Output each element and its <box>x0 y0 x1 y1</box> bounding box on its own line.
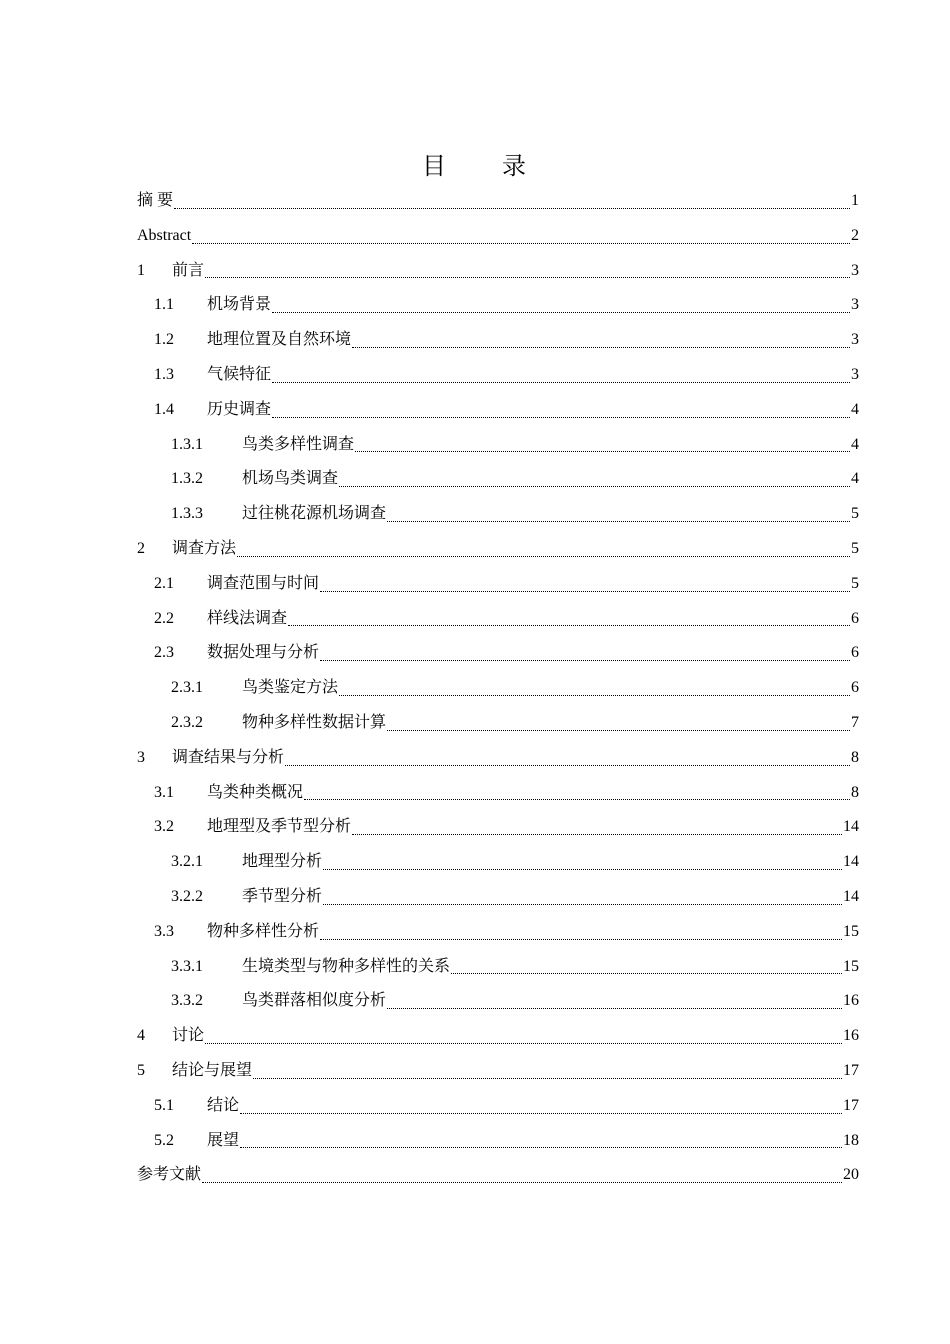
toc-entry-label: 结论 <box>207 1096 240 1114</box>
toc-dot-leader <box>253 1078 842 1079</box>
toc-entry-page-number: 5 <box>851 574 859 592</box>
toc-dot-leader <box>320 939 842 940</box>
toc-entry-page-number: 4 <box>851 470 859 488</box>
toc-entry-number: 3 <box>137 748 145 766</box>
toc-dot-leader <box>240 1113 842 1114</box>
toc-entry-number: 1.2 <box>154 331 174 349</box>
toc-entry-page-number: 3 <box>851 296 859 314</box>
toc-entry[interactable] <box>137 950 859 985</box>
title-char-left: 目 <box>422 154 448 180</box>
toc-dot-leader <box>320 660 850 661</box>
toc-entry-page-number: 14 <box>843 818 859 836</box>
toc-dot-leader <box>323 904 842 905</box>
toc-entry-label: 鸟类多样性调查 <box>242 435 355 453</box>
toc-entry-label: 鸟类鉴定方法 <box>242 679 339 697</box>
toc-dot-leader <box>205 1043 842 1044</box>
toc-entry-number: 1.4 <box>154 400 174 418</box>
toc-dot-leader <box>387 521 850 522</box>
toc-entry-label: 鸟类群落相似度分析 <box>242 992 387 1010</box>
page-title <box>0 146 950 181</box>
toc-entry-page-number: 18 <box>843 1131 859 1149</box>
toc-entry-page-number: 3 <box>851 331 859 349</box>
toc-entry-page-number: 14 <box>843 853 859 871</box>
toc-dot-leader <box>272 312 850 313</box>
toc-entry-page-number: 6 <box>851 644 859 662</box>
toc-entry-page-number: 1 <box>851 192 859 209</box>
toc-entry[interactable] <box>137 288 859 323</box>
toc-entry-label: 地理型分析 <box>242 853 323 871</box>
toc-entry-number: 5.2 <box>154 1131 174 1149</box>
toc-entry-label: 地理位置及自然环境 <box>207 331 352 349</box>
toc-dot-leader <box>339 695 850 696</box>
toc-entry-page-number: 20 <box>843 1166 859 1184</box>
toc-entry-label: 过往桃花源机场调查 <box>242 505 387 523</box>
toc-entry-label: 机场鸟类调查 <box>242 470 339 488</box>
toc-entry-label: 季节型分析 <box>242 887 323 905</box>
toc-entry-page-number: 16 <box>843 1027 859 1045</box>
toc-entry[interactable] <box>137 845 859 880</box>
toc-entry[interactable] <box>137 880 859 915</box>
toc-entry[interactable] <box>137 915 859 950</box>
toc-entry[interactable] <box>137 636 859 671</box>
toc-entry[interactable] <box>137 1089 859 1124</box>
toc-entry-page-number: 16 <box>843 992 859 1010</box>
toc-entry[interactable] <box>137 706 859 741</box>
toc-entry-number: 2.3.2 <box>171 713 203 731</box>
toc-entry[interactable] <box>137 1158 859 1193</box>
toc-entry-number: 5.1 <box>154 1096 174 1114</box>
toc-entry[interactable] <box>137 497 859 532</box>
toc-dot-leader <box>323 869 842 870</box>
toc-entry-page-number: 8 <box>851 748 859 766</box>
toc-entry[interactable] <box>137 671 859 706</box>
toc-entry-number: 3.3.1 <box>171 957 203 975</box>
toc-entry[interactable] <box>137 462 859 497</box>
toc-entry-label: 调查方法 <box>172 539 237 557</box>
table-of-contents <box>137 184 859 1193</box>
toc-entry-label: 物种多样性分析 <box>207 922 320 940</box>
toc-entry-number: 2.3 <box>154 644 174 662</box>
title-char-right: 录 <box>502 154 528 180</box>
toc-dot-leader <box>320 591 850 592</box>
toc-entry-page-number: 3 <box>851 261 859 279</box>
toc-entry-number: 4 <box>137 1027 145 1045</box>
toc-dot-leader <box>288 625 850 626</box>
toc-entry[interactable] <box>137 219 859 254</box>
toc-entry-number: 3.2.2 <box>171 887 203 905</box>
toc-entry-number: 2.1 <box>154 574 174 592</box>
toc-entry-number: 5 <box>137 1061 145 1079</box>
toc-entry-label: 摘 要 <box>137 192 174 209</box>
toc-entry-number: 2 <box>137 539 145 557</box>
toc-dot-leader <box>304 799 850 800</box>
toc-entry-label: 前言 <box>172 261 205 279</box>
toc-entry-number: 3.1 <box>154 783 174 801</box>
toc-entry-number: 3.3.2 <box>171 992 203 1010</box>
toc-entry-number: 3.2 <box>154 818 174 836</box>
toc-entry-page-number: 7 <box>851 713 859 731</box>
toc-dot-leader <box>192 243 850 244</box>
toc-entry[interactable] <box>137 1054 859 1089</box>
toc-entry-number: 3.2.1 <box>171 853 203 871</box>
toc-entry-label: 结论与展望 <box>172 1061 253 1079</box>
toc-entry-page-number: 2 <box>851 226 859 244</box>
toc-dot-leader <box>272 382 850 383</box>
toc-dot-leader <box>352 834 842 835</box>
toc-entry-page-number: 5 <box>851 539 859 557</box>
toc-entry-number: 2.3.1 <box>171 679 203 697</box>
toc-entry-label: 机场背景 <box>207 296 272 314</box>
toc-entry-number: 1.1 <box>154 296 174 314</box>
toc-entry-number: 1.3.3 <box>171 505 203 523</box>
toc-entry-page-number: 8 <box>851 783 859 801</box>
toc-dot-leader <box>451 973 842 974</box>
toc-entry[interactable] <box>137 741 859 776</box>
toc-entry-page-number: 14 <box>843 887 859 905</box>
toc-entry[interactable] <box>137 810 859 845</box>
toc-dot-leader <box>355 451 850 452</box>
toc-entry-number: 1.3 <box>154 365 174 383</box>
toc-entry-number: 2.2 <box>154 609 174 627</box>
toc-entry[interactable] <box>137 602 859 637</box>
toc-entry-label: 样线法调查 <box>207 609 288 627</box>
toc-entry[interactable] <box>137 428 859 463</box>
toc-dot-leader <box>237 556 850 557</box>
toc-entry-label: 物种多样性数据计算 <box>242 713 387 731</box>
toc-entry[interactable] <box>137 323 859 358</box>
toc-dot-leader <box>352 347 850 348</box>
toc-entry[interactable] <box>137 984 859 1019</box>
toc-dot-leader <box>205 277 850 278</box>
toc-entry[interactable] <box>137 567 859 602</box>
toc-dot-leader <box>285 765 850 766</box>
toc-entry-page-number: 3 <box>851 365 859 383</box>
toc-entry[interactable] <box>137 1124 859 1159</box>
toc-entry[interactable] <box>137 532 859 567</box>
toc-entry[interactable] <box>137 393 859 428</box>
toc-entry-label: 调查结果与分析 <box>172 748 285 766</box>
toc-entry[interactable] <box>137 184 859 219</box>
toc-entry-page-number: 17 <box>843 1061 859 1079</box>
toc-entry-number: 1 <box>137 261 145 279</box>
toc-entry-label: 展望 <box>207 1131 240 1149</box>
toc-dot-leader <box>339 486 850 487</box>
toc-entry-page-number: 15 <box>843 922 859 940</box>
toc-entry-label: 讨论 <box>172 1027 205 1045</box>
toc-entry-page-number: 4 <box>851 400 859 418</box>
toc-dot-leader <box>202 1182 842 1183</box>
toc-dot-leader <box>387 1008 842 1009</box>
toc-dot-leader <box>387 730 850 731</box>
toc-entry-label: 鸟类种类概况 <box>207 783 304 801</box>
toc-entry-label: 数据处理与分析 <box>207 644 320 662</box>
toc-dot-leader <box>240 1147 842 1148</box>
toc-entry[interactable] <box>137 254 859 289</box>
toc-entry-label: 地理型及季节型分析 <box>207 818 352 836</box>
toc-entry-page-number: 5 <box>851 505 859 523</box>
toc-entry-label: 调查范围与时间 <box>207 574 320 592</box>
toc-dot-leader <box>174 208 850 209</box>
toc-entry[interactable] <box>137 358 859 393</box>
toc-entry-number: 1.3.1 <box>171 435 203 453</box>
toc-entry-label: 参考文献 <box>137 1166 202 1184</box>
toc-entry-page-number: 4 <box>851 435 859 453</box>
toc-entry-page-number: 17 <box>843 1096 859 1114</box>
toc-entry-label: 生境类型与物种多样性的关系 <box>242 957 451 975</box>
toc-entry-page-number: 6 <box>851 679 859 697</box>
toc-entry-page-number: 15 <box>843 957 859 975</box>
toc-entry-label: Abstract <box>137 226 192 244</box>
toc-entry-page-number: 6 <box>851 609 859 627</box>
toc-entry[interactable] <box>137 1019 859 1054</box>
toc-entry-label: 历史调查 <box>207 400 272 418</box>
toc-dot-leader <box>272 417 850 418</box>
toc-entry-label: 气候特征 <box>207 365 272 383</box>
toc-entry[interactable] <box>137 776 859 811</box>
toc-entry-number: 1.3.2 <box>171 470 203 488</box>
toc-entry-number: 3.3 <box>154 922 174 940</box>
